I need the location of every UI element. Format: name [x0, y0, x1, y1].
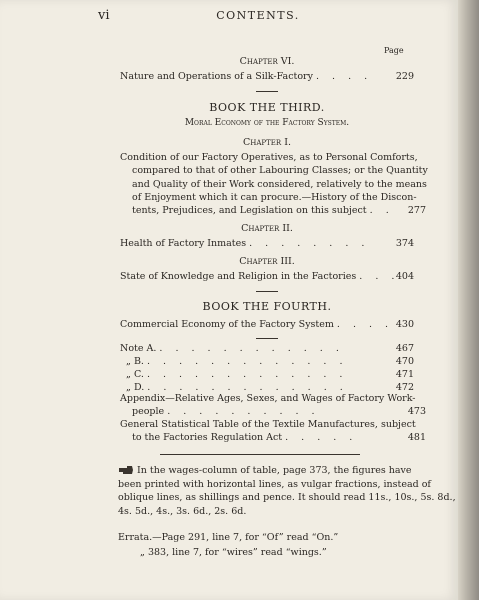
toc-page-number: 467 [395, 343, 414, 354]
footnote-line [118, 464, 418, 478]
entry-line-text: to the Factories Regulation Act [132, 432, 283, 444]
page-column-label: Page [384, 46, 404, 55]
toc-page-number: 473 [407, 406, 426, 418]
toc-page-number: 374 [395, 238, 414, 249]
toc-entry-note-c [126, 368, 414, 381]
leader-dots: . . . . . . . . . . . . . [146, 356, 348, 367]
leader-dots: . . . . . . . . [249, 238, 370, 249]
leader-dots: . . . . [316, 71, 373, 82]
toc-entry-knowledge [120, 270, 414, 283]
footnote-line: 4s. 5d., 4s., 3s. 6d., 2s. 6d. [118, 505, 247, 517]
toc-page-number: 229 [395, 71, 414, 82]
footnote-line: been printed with horizontal lines, as vulgar fractions, instead of [118, 478, 431, 490]
entry-line: of Enjoyment which it can procure.—History of the Discon- [132, 191, 417, 203]
toc-page-number: 470 [395, 356, 414, 367]
entry-line-last [120, 405, 426, 418]
toc-entry-note-b [126, 355, 414, 368]
toc-entry-note-a [120, 342, 414, 355]
leader-dots: . . . . [336, 319, 394, 330]
chapter-iii-heading: Chapter III. [239, 256, 295, 267]
toc-page-number: 472 [395, 382, 414, 393]
chapter-i-entry [120, 151, 428, 217]
toc-page-number: 471 [395, 369, 414, 380]
toc-page-number: 430 [395, 319, 414, 330]
toc-entry-general-table [120, 418, 426, 445]
entry-line-text: tents, Prejudices, and Legislation on this subject [132, 205, 367, 217]
errata-line: Errata.—Page 291, line 7, for “Of” read “On.” [118, 532, 339, 543]
toc-entry-text: Commercial Economy of the Factory System [120, 319, 334, 330]
section-rule [256, 91, 278, 92]
page-number: vi [98, 8, 110, 23]
entry-line-text: people [132, 406, 165, 418]
running-title: CONTENTS. [216, 9, 300, 22]
note-label: „ C. [126, 369, 144, 380]
leader-dots: . . . . . . . . . . . . . [146, 369, 348, 380]
note-label: „ B. [126, 356, 144, 367]
errata-line: „ 383, line 7, for “wires” read “wings.” [140, 547, 327, 558]
entry-line: General Statistical Table of the Textile Manufactures, subject [120, 419, 416, 430]
pointing-hand-icon [118, 467, 134, 475]
entry-line: Condition of our Factory Operatives, as to Personal Comforts, [120, 152, 418, 163]
toc-page-number: 404 [395, 271, 414, 282]
entry-line-last [120, 204, 426, 217]
entry-line: and Quality of their Work considered, relatively to the means [132, 178, 427, 190]
book-four-title: BOOK THE FOURTH. [202, 300, 332, 313]
entry-line-last [120, 431, 426, 444]
leader-dots: . . . [359, 271, 400, 282]
entry-line: compared to that of other Labouring Classes; or the Quantity [132, 165, 428, 177]
toc-page-number: 277 [407, 205, 426, 217]
toc-entry-health [120, 237, 414, 250]
book-three-title: BOOK THE THIRD. [209, 101, 325, 114]
leader-dots: . . . . . . . . . . . . [159, 343, 344, 354]
toc-page-number: 481 [407, 432, 426, 444]
leader-dots: . . [369, 205, 394, 217]
footnote-text: In the wages-column of table, page 373, the figures have [137, 465, 412, 476]
toc-entry-commercial [120, 318, 414, 331]
section-rule [256, 291, 278, 292]
entry-line: Appendix—Relative Ages, Sexes, and Wages of Factory Work- [120, 393, 416, 404]
chapter-vi-heading: Chapter VI. [239, 56, 295, 67]
errata [118, 530, 418, 560]
toc-entry-silk-factory [120, 70, 414, 83]
footnote-line: oblique lines, as shillings and pence. It should read 11s., 10s., 5s. 8d., [118, 492, 456, 503]
page-edge-shadow [458, 0, 479, 600]
toc-entry-text: Nature and Operations of a Silk-Factory [120, 71, 313, 82]
divider-rule [160, 454, 360, 455]
book-three-subtitle: Moral Economy of the Factory System. [184, 118, 350, 128]
leader-dots: . . . . . . . . . . [167, 406, 320, 418]
section-rule [256, 338, 278, 339]
chapter-ii-heading: Chapter II. [241, 223, 293, 234]
note-label: „ D. [126, 382, 145, 393]
leader-dots: . . . . . . . . . . . . . [147, 382, 348, 393]
leader-dots: . . . . . [285, 432, 358, 444]
toc-entry-text: Health of Factory Inmates [120, 238, 247, 249]
toc-entry-text: State of Knowledge and Religion in the Factories [120, 271, 357, 282]
toc-entry-appendix [120, 392, 426, 419]
note-label: Note A. [120, 343, 157, 354]
footnote [118, 464, 456, 518]
chapter-i-heading: Chapter I. [243, 137, 291, 148]
